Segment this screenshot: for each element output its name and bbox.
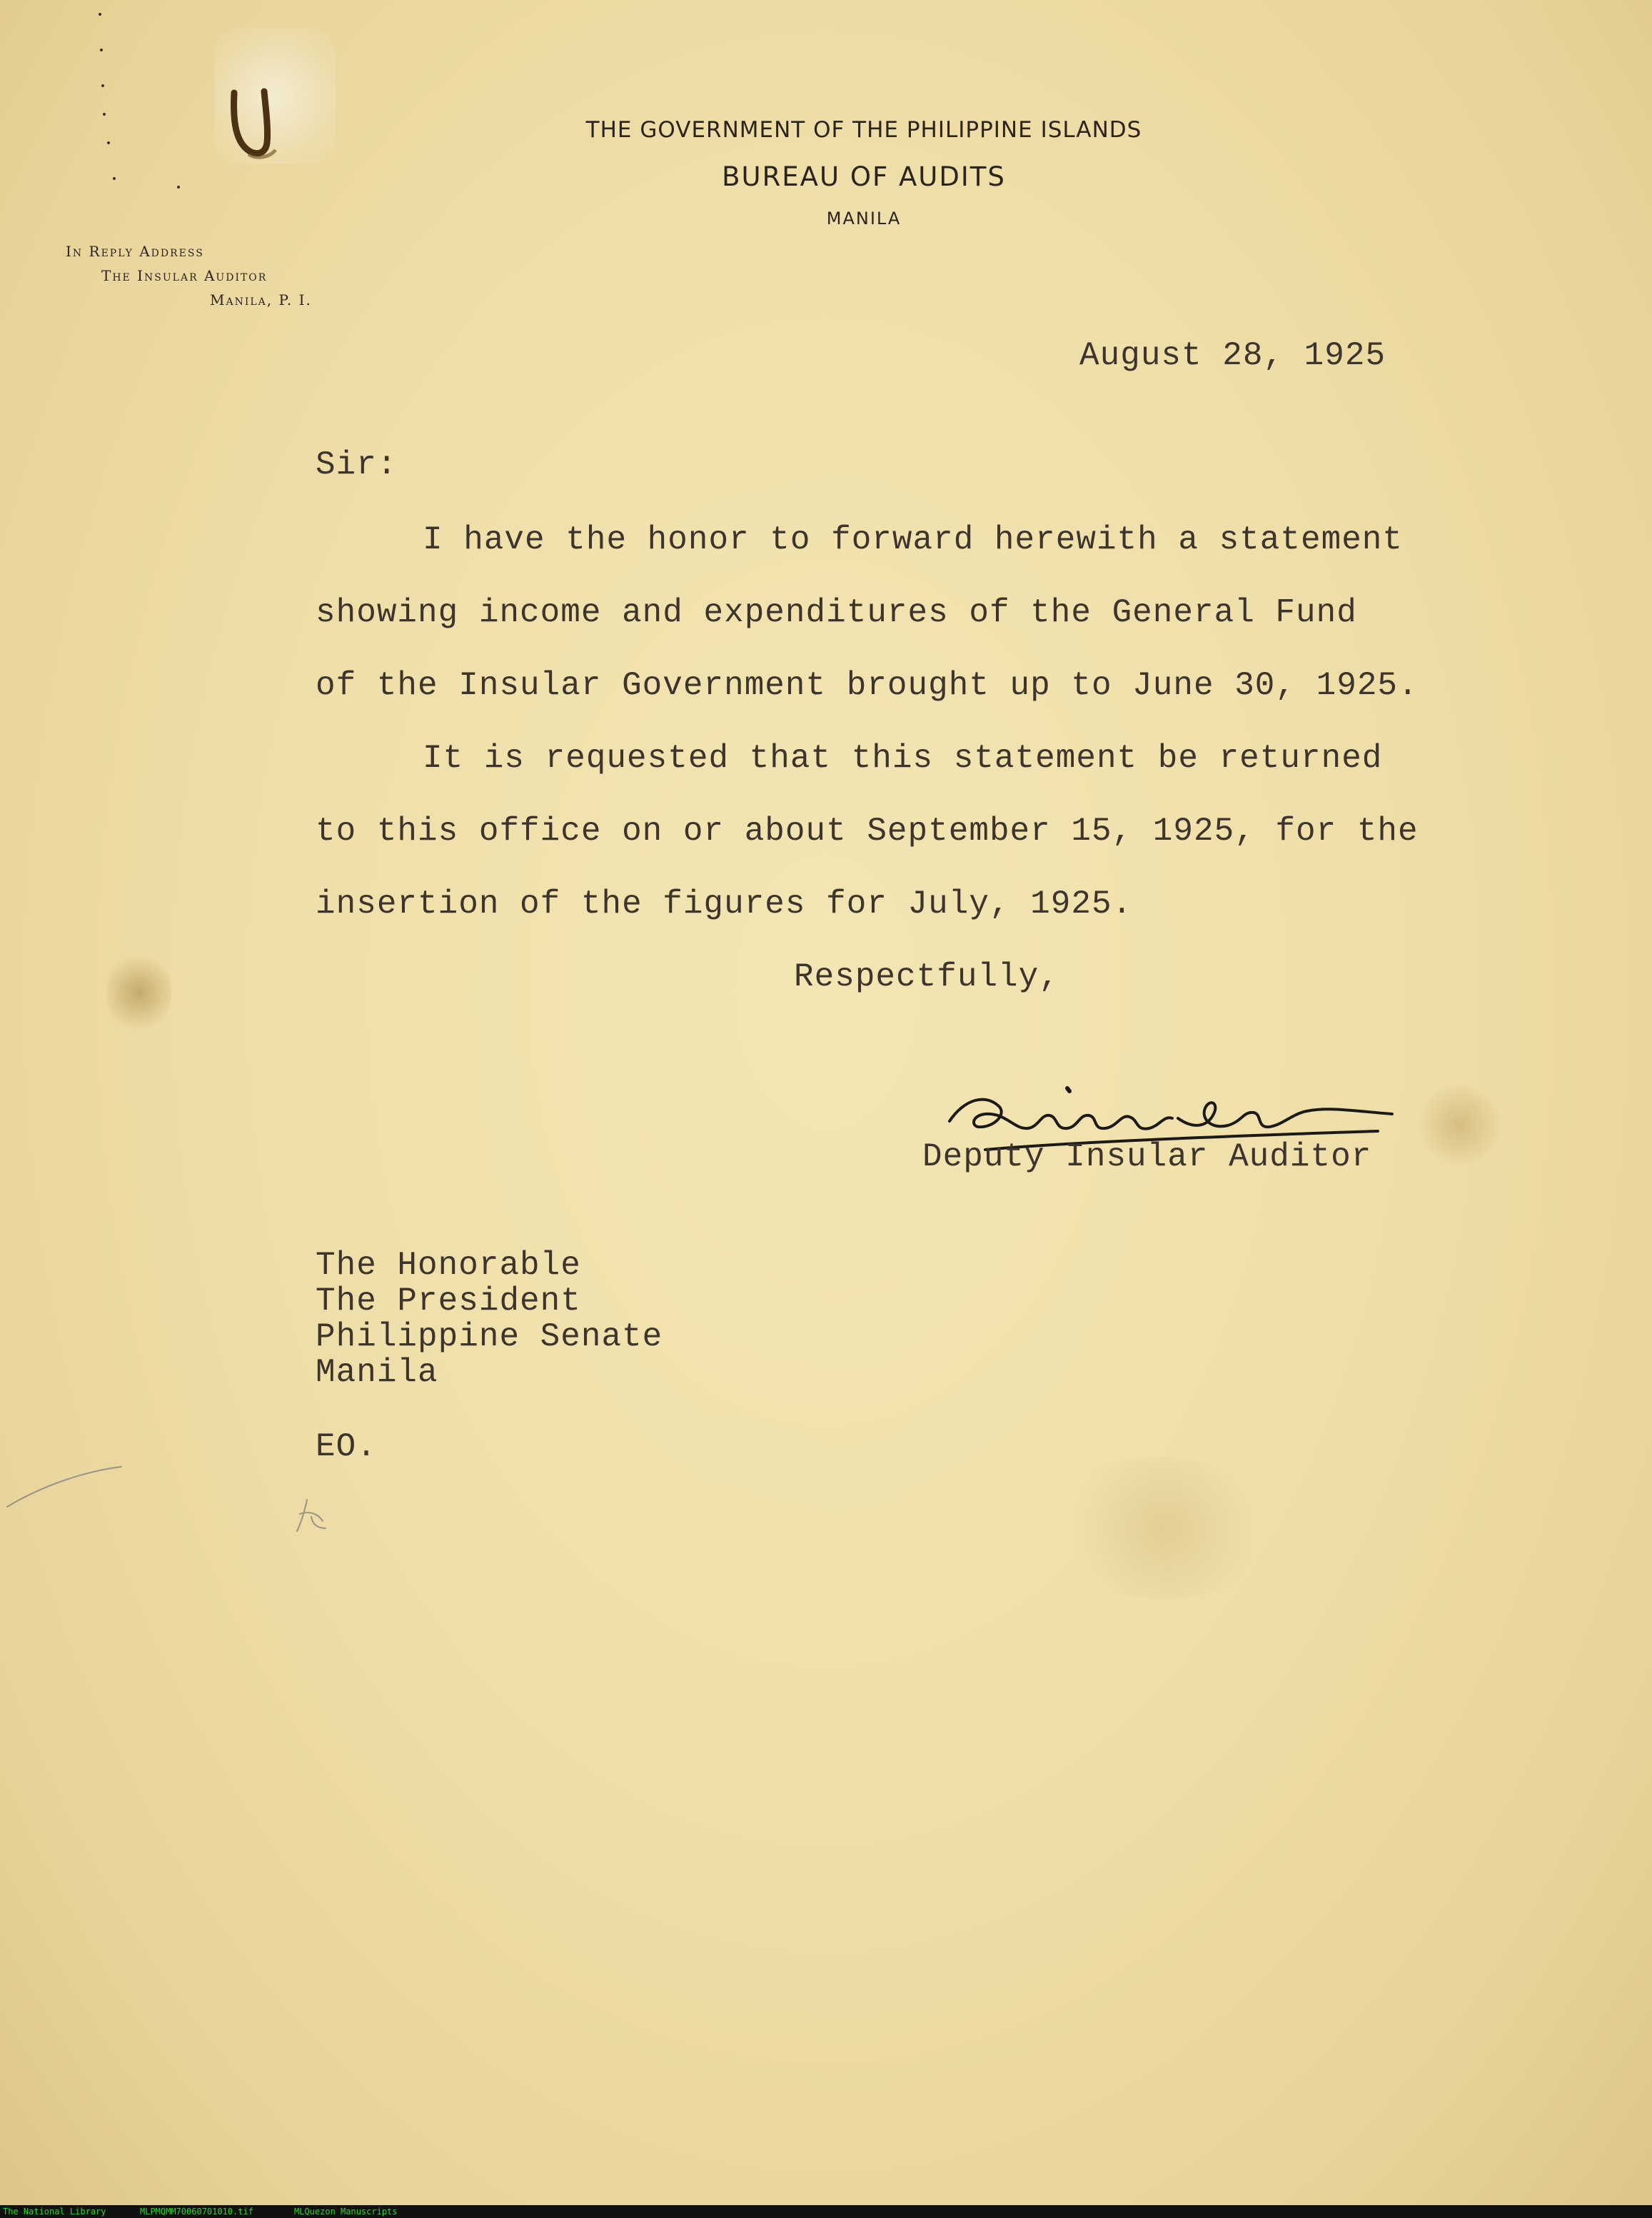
closing: Respectfully, — [794, 958, 1059, 995]
stain-mark — [107, 950, 171, 1035]
letter-date: August 28, 1925 — [1079, 337, 1386, 374]
typist-initials: EO. — [316, 1428, 377, 1465]
signer-title: Deputy Insular Auditor — [922, 1138, 1372, 1175]
reply-address-line: The Insular Auditor — [101, 267, 268, 284]
body-line: insertion of the figures for July, 1925. — [316, 885, 1133, 923]
footer-filename: MLPMQMM70060701010.tif — [140, 2207, 253, 2217]
scan-footer-bar — [0, 2205, 1652, 2218]
addressee-line: The Honorable — [316, 1247, 581, 1284]
body-line: It is requested that this statement be returned — [423, 740, 1383, 777]
paper-clip-rust-mark — [214, 86, 314, 171]
stain-mark — [1057, 1457, 1271, 1600]
addressee-line: The President — [316, 1283, 581, 1320]
letterhead-government: THE GOVERNMENT OF THE PHILIPPINE ISLANDS — [585, 117, 1142, 143]
pencil-annotation — [0, 1457, 400, 1542]
reply-address-line: Manila, P. I. — [210, 291, 312, 308]
footer-library: The National Library — [3, 2207, 106, 2217]
addressee-line: Manila — [316, 1354, 438, 1391]
letterhead-bureau: BUREAU OF AUDITS — [722, 161, 1006, 192]
punch-dots — [93, 0, 193, 200]
addressee-line: Philippine Senate — [316, 1318, 663, 1355]
reply-address-line: In Reply Address — [66, 243, 204, 260]
body-line: showing income and expenditures of the General Fund — [316, 594, 1357, 631]
footer-collection: MLQuezon Manuscripts — [294, 2207, 398, 2217]
body-line: I have the honor to forward herewith a statement — [423, 521, 1404, 558]
salutation: Sir: — [316, 446, 398, 483]
body-line: of the Insular Government brought up to June 30, 1925. — [316, 667, 1419, 704]
letterhead-city: MANILA — [826, 209, 902, 229]
stain-mark — [1414, 1085, 1506, 1164]
body-line: to this office on or about September 15, 1925, for the — [316, 813, 1419, 850]
